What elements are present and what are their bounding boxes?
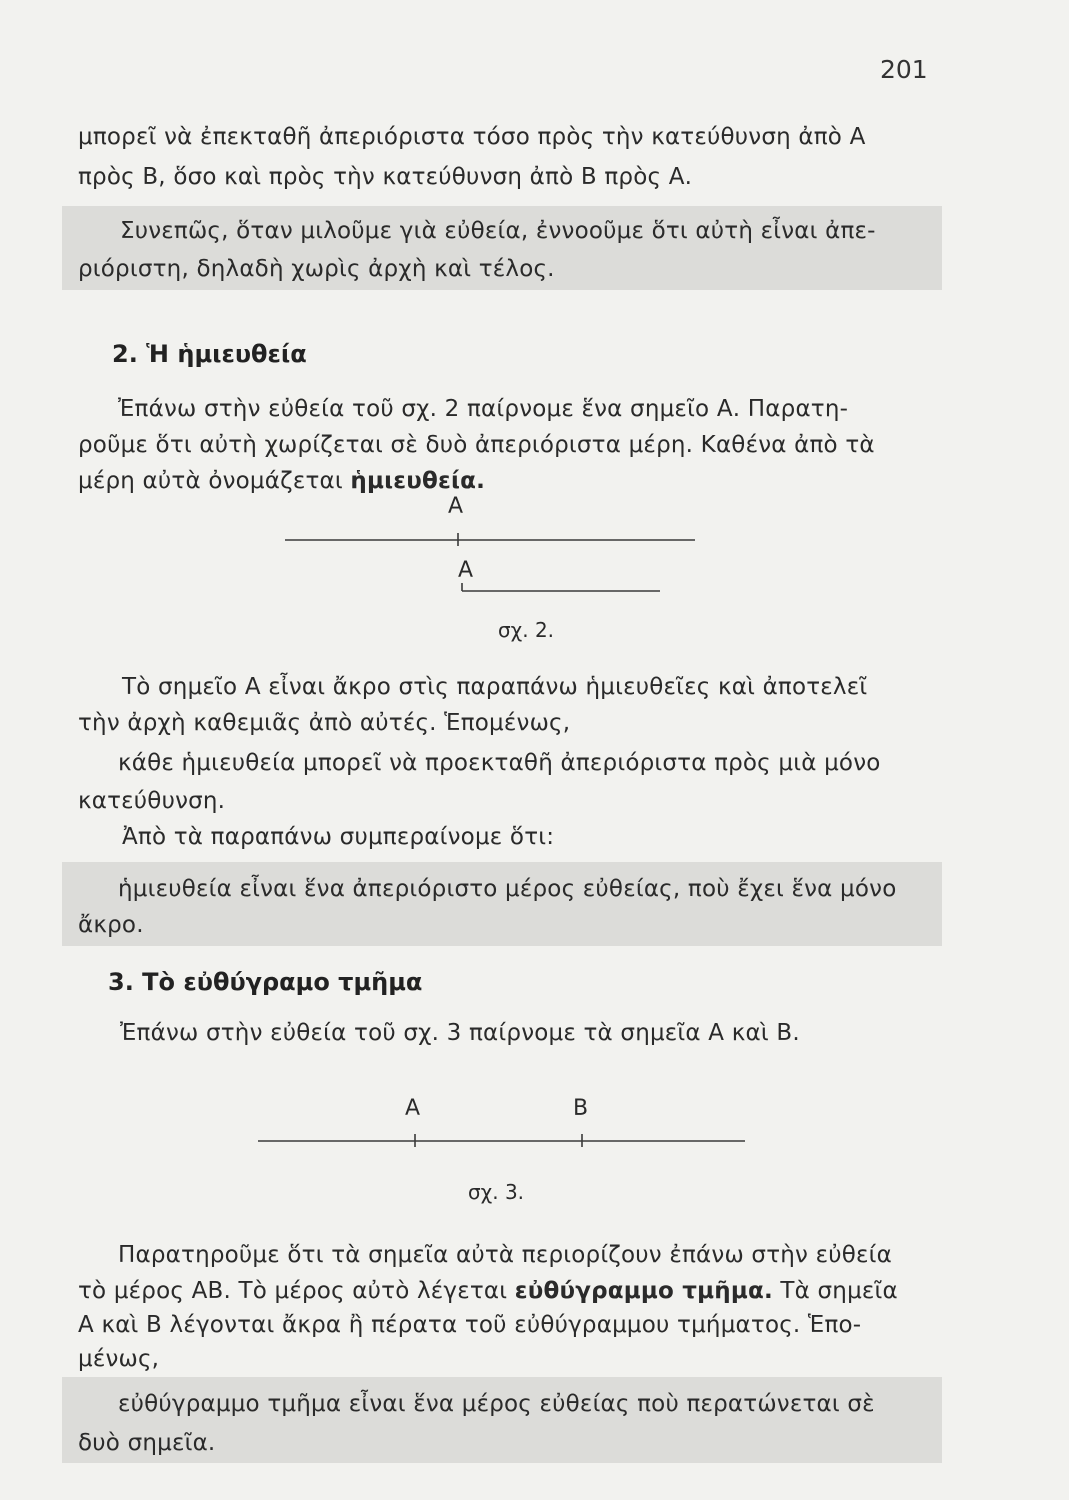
figure-3-caption: σχ. 3.: [468, 1180, 525, 1204]
section2-after-1: Τὸ σημεῖο Α εἶναι ἄκρο στὶς παραπάνω ἡμιευθεῖες καὶ ἀποτελεῖ: [122, 674, 868, 700]
section3-heading: 3. Τὸ εὐθύγραμο τμῆμα: [108, 968, 423, 996]
page-number: 201: [880, 55, 928, 84]
summary1-line-1: Συνεπῶς, ὅταν μιλοῦμε γιὰ εὐθεία, ἐννοοῦμε ὅτι αὐτὴ εἶναι ἀπε-: [120, 218, 876, 244]
section3-after-2: [78, 1272, 898, 1310]
section2-after-5: Ἀπὸ τὰ παραπάνω συμπεραίνομε ὅτι:: [122, 824, 555, 850]
figure-2-caption: σχ. 2.: [498, 618, 555, 642]
section3-line-1: Ἐπάνω στὴν εὐθεία τοῦ σχ. 3 παίρνομε τὰ σημεῖα Α καὶ Β.: [120, 1020, 800, 1046]
summary1-line-2: ριόριστη, δηλαδὴ χωρὶς ἀρχὴ καὶ τέλος.: [78, 256, 555, 282]
section2-after-3: κάθε ἡμιευθεία μπορεῖ νὰ προεκταθῆ ἀπεριόριστα πρὸς μιὰ μόνο: [118, 750, 881, 776]
section3-after-2-tail: Τὰ σημεῖα: [772, 1278, 898, 1304]
definition2-line-2: δυὸ σημεῖα.: [78, 1430, 216, 1456]
definition1-line-1: ἡμιευθεία εἶναι ἕνα ἀπεριόριστο μέρος εὐθείας, ποὺ ἔχει ἕνα μόνο: [118, 876, 897, 902]
section2-line-1: Ἐπάνω στὴν εὐθεία τοῦ σχ. 2 παίρνομε ἕνα σημεῖο Α. Παρατη-: [118, 396, 849, 422]
figure-2-label-bottom: Α: [458, 558, 474, 583]
section3-after-1: Παρατηροῦμε ὅτι τὰ σημεῖα αὐτὰ περιορίζουν ἐπάνω στὴν εὐθεία: [118, 1242, 892, 1268]
figure-2-label-top: Α: [448, 494, 464, 519]
section2-after-2: τὴν ἀρχὴ καθεμιᾶς ἀπὸ αὐτές. Ἑπομένως,: [78, 710, 571, 736]
figure-3-label-a: Α: [405, 1096, 421, 1121]
figure-3-label-b: Β: [573, 1096, 589, 1121]
section2-heading: 2. Ἡ ἡμιευθεία: [112, 340, 307, 368]
section3-after-2-text: τὸ μέρος ΑΒ. Τὸ μέρος αὐτὸ λέγεται: [78, 1278, 515, 1304]
term-line-segment: εὐθύγραμμο τμῆμα.: [514, 1278, 773, 1304]
section2-after-4: κατεύθυνση.: [78, 788, 226, 814]
intro-line-1: μπορεῖ νὰ ἐπεκταθῆ ἀπεριόριστα τόσο πρὸς τὴν κατεύθυνση ἀπὸ Α: [78, 124, 866, 150]
definition2-line-1: εὐθύγραμμο τμῆμα εἶναι ἕνα μέρος εὐθείας ποὺ περατώνεται σὲ: [118, 1391, 875, 1417]
term-half-line: ἡμιευθεία.: [350, 468, 486, 494]
section2-line-2: ροῦμε ὅτι αὐτὴ χωρίζεται σὲ δυὸ ἀπεριόριστα μέρη. Καθένα ἀπὸ τὰ: [78, 432, 875, 458]
intro-line-2: πρὸς Β, ὅσο καὶ πρὸς τὴν κατεύθυνση ἀπὸ Β πρὸς Α.: [78, 164, 693, 190]
section2-line-3-text: μέρη αὐτὰ ὀνομάζεται: [78, 468, 351, 494]
section3-after-3: Α καὶ Β λέγονται ἄκρα ἢ πέρατα τοῦ εὐθύγραμμου τμήματος. Ἑπο-: [78, 1312, 862, 1338]
definition1-line-2: ἄκρο.: [78, 912, 144, 938]
section3-after-4: μένως,: [78, 1346, 160, 1372]
